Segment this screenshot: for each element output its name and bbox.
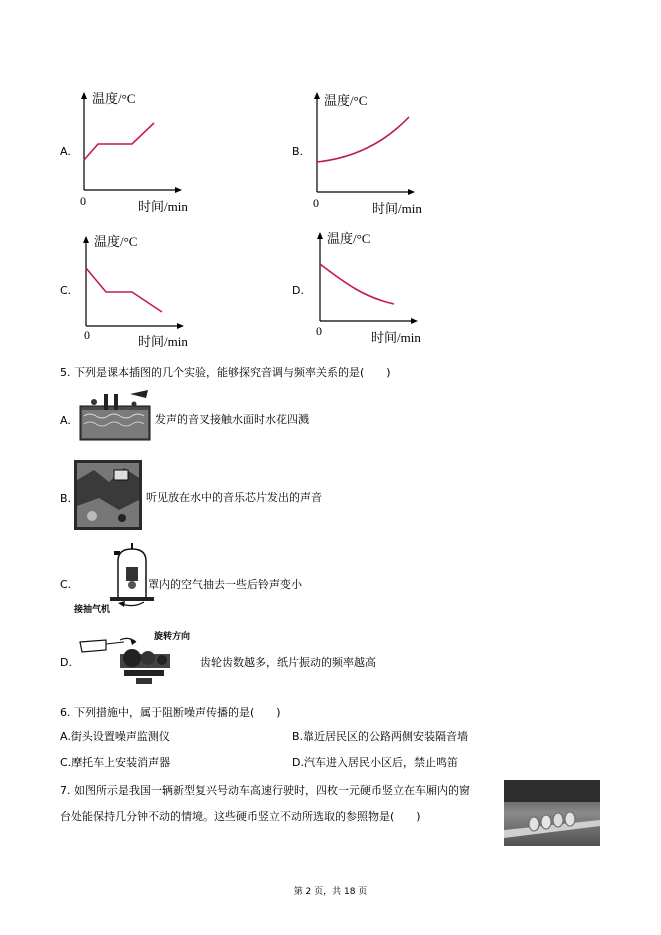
graph-d-axes	[316, 232, 426, 332]
option-label: A.	[60, 145, 71, 158]
y-axis-label: 温度/°C	[324, 93, 368, 108]
x-axis-label: 时间/min	[138, 334, 188, 349]
gears-paper-image	[76, 636, 176, 686]
option-label: D.	[292, 284, 304, 297]
origin-label: 0	[80, 194, 86, 208]
question-7-line-2: 台处能保持几分钟不动的情境。这些硬币竖立不动所选取的参照物是( )	[60, 810, 421, 823]
q6-option-b: B.靠近居民区的公路两侧安装隔音墙	[292, 730, 469, 743]
tuning-fork-water-image	[74, 390, 154, 442]
page-footer: 第 2 页，共 18 页	[293, 887, 368, 897]
q5-option-d-text: 齿轮齿数越多，纸片振动的频率越高	[200, 656, 376, 669]
q5-option-c-text: 罩内的空气抽去一些后铃声变小	[148, 578, 302, 591]
y-axis-label: 温度/°C	[92, 91, 136, 106]
origin-label: 0	[313, 196, 319, 210]
curve-b	[317, 117, 409, 162]
option-label: B.	[292, 145, 304, 158]
q6-option-a: A.街头设置噪声监测仪	[60, 730, 170, 743]
origin-label: 0	[316, 324, 322, 338]
q5-option-c-label: C.	[60, 578, 72, 591]
x-axis-label: 时间/min	[371, 330, 421, 345]
curve-c	[86, 268, 162, 312]
question-5-stem: 5. 下列是课本插图的几个实验，能够探究音调与频率关系的是( )	[60, 366, 391, 379]
q6-option-d: D.汽车进入居民小区后，禁止鸣笛	[292, 756, 458, 769]
option-label: C.	[60, 284, 72, 297]
q5-option-a-label: A.	[60, 414, 71, 427]
y-axis-label: 温度/°C	[327, 231, 371, 246]
vacuum-hose-arrow	[116, 598, 146, 610]
q5-option-b-label: B.	[60, 492, 72, 505]
x-axis-label: 时间/min	[138, 199, 188, 214]
graph-a-axes	[80, 92, 190, 202]
train-coins-photo	[504, 780, 600, 846]
curve-a	[84, 123, 154, 160]
q5-option-d-label: D.	[60, 656, 72, 669]
y-axis-label: 温度/°C	[94, 234, 138, 249]
origin-label: 0	[84, 328, 90, 342]
music-chip-in-water-image	[74, 460, 142, 530]
question-7-line-1: 7. 如图所示是我国一辆新型复兴号动车高速行驶时，四枚一元硬币竖立在车厢内的窗	[60, 784, 470, 797]
graph-c-axes	[82, 236, 192, 336]
figure-label-rotation: 旋转方向	[154, 632, 191, 642]
question-6-stem: 6. 下列措施中，属于阻断噪声传播的是( )	[60, 706, 281, 719]
figure-label-pump: 接抽气机	[74, 605, 111, 615]
q5-option-a-text: 发声的音叉接触水面时水花四溅	[155, 413, 309, 426]
q6-option-c: C.摩托车上安装消声器	[60, 756, 171, 769]
x-axis-label: 时间/min	[372, 201, 422, 216]
curve-d	[320, 264, 394, 304]
q5-option-b-text: 听见放在水中的音乐芯片发出的声音	[146, 491, 322, 504]
bell-jar-image	[110, 543, 154, 601]
